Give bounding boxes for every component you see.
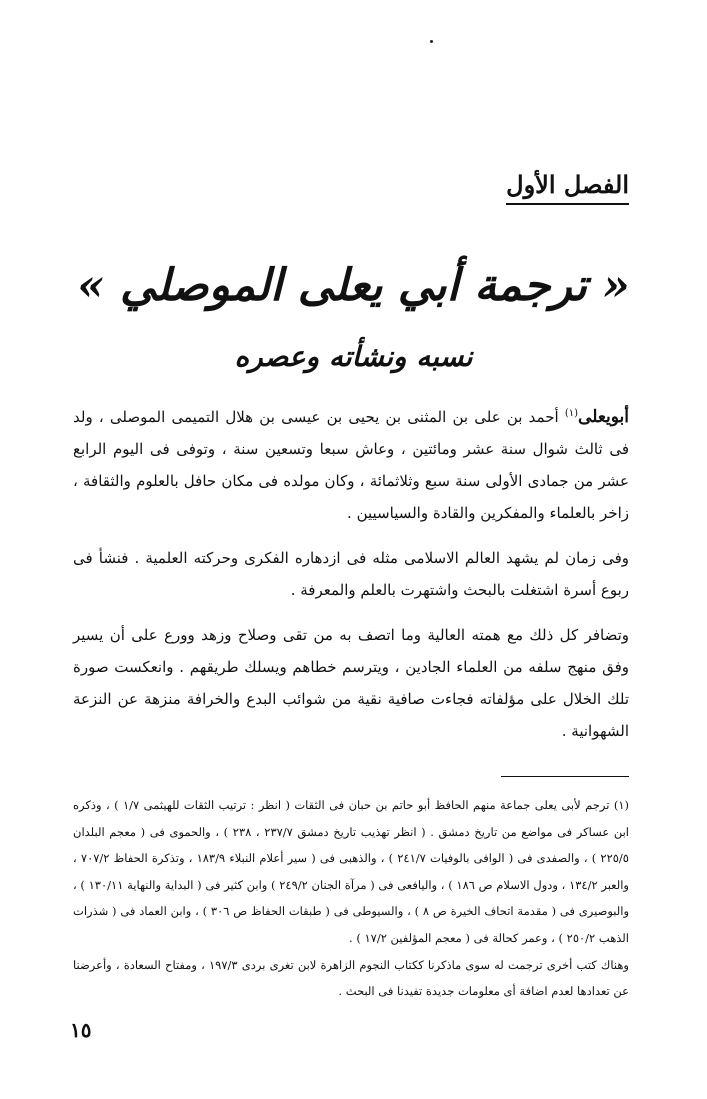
paragraph-text: أحمد بن على بن المثنى بن يحيى بن عيسى بن هلال التميمى الموصلى ، ولد فى ثالث شوال سنة عشر ومائتين ، وعاش سبعا وتسعين سنة ، وتوفى فى اليوم الرابع عشر من جمادى الأولى سنة سبع وثلاثمائة ، وكان مولده فى مكان حافل بالعلوم والثقافة ، زاخر بالعلماء والمفكرين والقادة والسياسيين . [73,408,629,522]
paragraph [73,398,629,529]
paragraph-lead: أبويعلى [578,407,629,427]
footnotes [73,792,629,1005]
footnote-ref[interactable]: (١) [564,408,579,419]
footnote: (١) ترجم لأبى يعلى جماعة منهم الحافظ أبو حاتم بن حبان فى الثقات ( انظر : ترتيب الثقات للهيثمى ١/٧ ) ، وذكره ابن عساكر فى مواضع من تاريخ دمشق . ( انظر تهذيب تاريخ دمشق ٢٣٧/٧ ، ٢٣٨ ) ، والحموى فى ( معجم البلدان ٢٢٥/٥ ) ، والصفدى فى ( الوافى بالوفيات ٢٤١/٧ ) ، والذهبى فى ( سير أعلام النبلاء ١٨٣/٩ ، وتذكرة الحفاظ ٧٠٧/٢ ، والعبر ١٣٤/٢ ، ودول الاسلام ص ١٨٦ ) ، واليافعى فى ( مرآة الجنان ٢٤٩/٢ ) وابن كثير فى ( البداية والنهاية ١٣٠/١١ ) ، والبوصيرى فى ( مقدمة اتحاف الخيرة ص ٨ ) ، والسيوطى فى ( طبقات الحفاظ ص ٣٠٦ ) ، وابن العماد فى ( شذرات الذهب ٢٥٠/٢ ) ، وعمر كحالة فى ( معجم المؤلفين ١٧/٢ ) . [73,798,630,945]
paragraph: وتضافر كل ذلك مع همته العالية وما اتصف به من تقى وصلاح وزهد وورع على أن يسير وفق منهج سلفه من العلماء الجادين ، ويترسم خطاهم ويسلك طريقهم . وانعكست صورة تلك الخلال على مؤلفاته فجاءت صافية نقية من شوائب البدع والخرافة منزهة عن النزعة الشهوانية . [73,626,629,740]
page-number: ١٥ [70,1018,92,1042]
main-text [73,398,629,760]
footnote: وهناك كتب أخرى ترجمت له سوى ماذكرنا ككتاب النجوم الزاهرة لابن تغرى بردى ١٩٧/٣ ، ومفتاح السعادة ، وأعرضنا عن تعدادها لعدم اضافة أى معلومات جديدة تفيدنا فى البحث . [73,957,629,999]
footnote-divider [501,776,629,777]
biography-title: « ترجمة أبي يعلى الموصلي » [77,260,630,311]
page-mark [430,40,433,43]
paragraph: وفى زمان لم يشهد العالم الاسلامى مثله فى ازدهاره الفكرى وحركته العلمية . فنشأ فى ربوع أسرة اشتغلت بالبحث واشتهرت بالعلم والمعرفة . [73,549,629,599]
chapter-heading: الفصل الأول [506,170,629,205]
biography-subtitle: نسبه ونشأته وعصره [234,340,473,373]
